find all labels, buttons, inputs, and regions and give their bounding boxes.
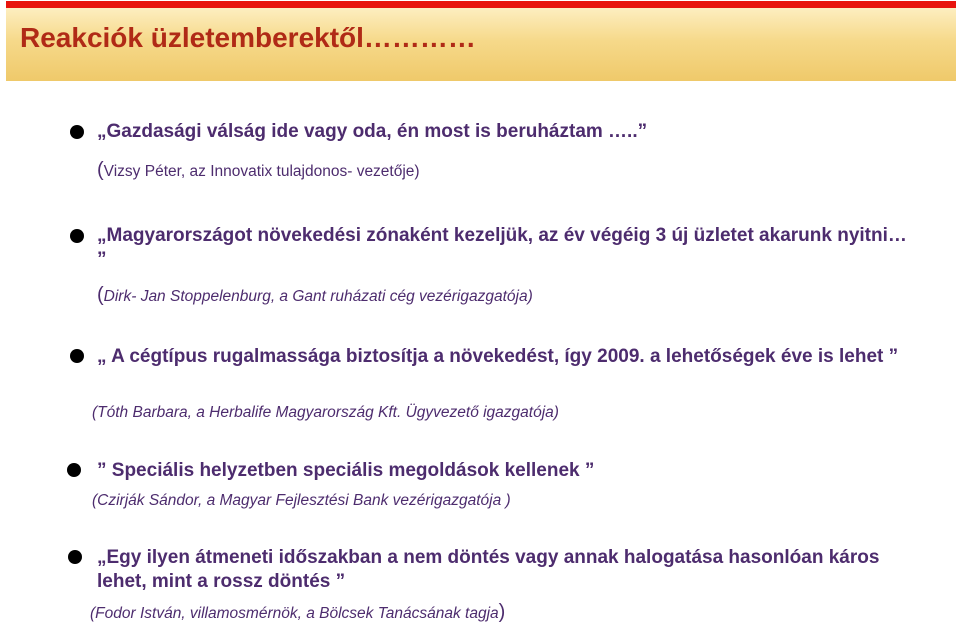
quote-1: „Gazdasági válság ide vagy oda, én most is beruháztam …..” (97, 121, 648, 142)
source-5 (90, 602, 505, 624)
quote-5: „Egy ilyen átmeneti időszakban a nem döntés vagy annak halogatása hasonlóan káros lehet, mint a rossz döntés ” (97, 547, 880, 592)
source-1-text: Vizsy Péter, az Innovatix tulajdonos- vezetője) (103, 163, 420, 180)
bullet-icon (70, 349, 84, 363)
bullet-icon (70, 229, 84, 243)
quote-2: „Magyarországot növekedési zónaként kezeljük, az év végéig 3 új üzletet akarunk nyitni… ” (97, 225, 907, 270)
source-1 (97, 160, 420, 182)
bullet-icon (67, 463, 81, 477)
source-4: (Czirják Sándor, a Magyar Fejlesztési Bank vezérigazgatója ) (92, 492, 511, 509)
top-accent-line (6, 1, 956, 8)
source-2-text: Dirk- Jan Stoppelenburg, a Gant ruházati cég vezérigazgatója) (103, 288, 533, 305)
source-2 (97, 285, 533, 307)
source-5-close-paren: ) (498, 601, 506, 623)
source-5-text: (Fodor István, villamosmérnök, a Bölcsek Tanácsának tagja (90, 605, 499, 622)
quote-3: „ A cégtípus rugalmassága biztosítja a növekedést, így 2009. a lehetőségek éve is lehet ” (97, 346, 899, 367)
quote-4: ” Speciális helyzetben speciális megoldások kellenek ” (97, 460, 595, 481)
source-3: (Tóth Barbara, a Herbalife Magyarország Kft. Ügyvezető igazgatója) (92, 404, 559, 421)
bullet-icon (68, 550, 82, 564)
source-1-open-paren: ( (97, 159, 104, 181)
source-2-open-paren: ( (97, 284, 104, 306)
slide-title: Reakciók üzletemberektől………… (20, 22, 476, 53)
bullet-icon (70, 125, 84, 139)
